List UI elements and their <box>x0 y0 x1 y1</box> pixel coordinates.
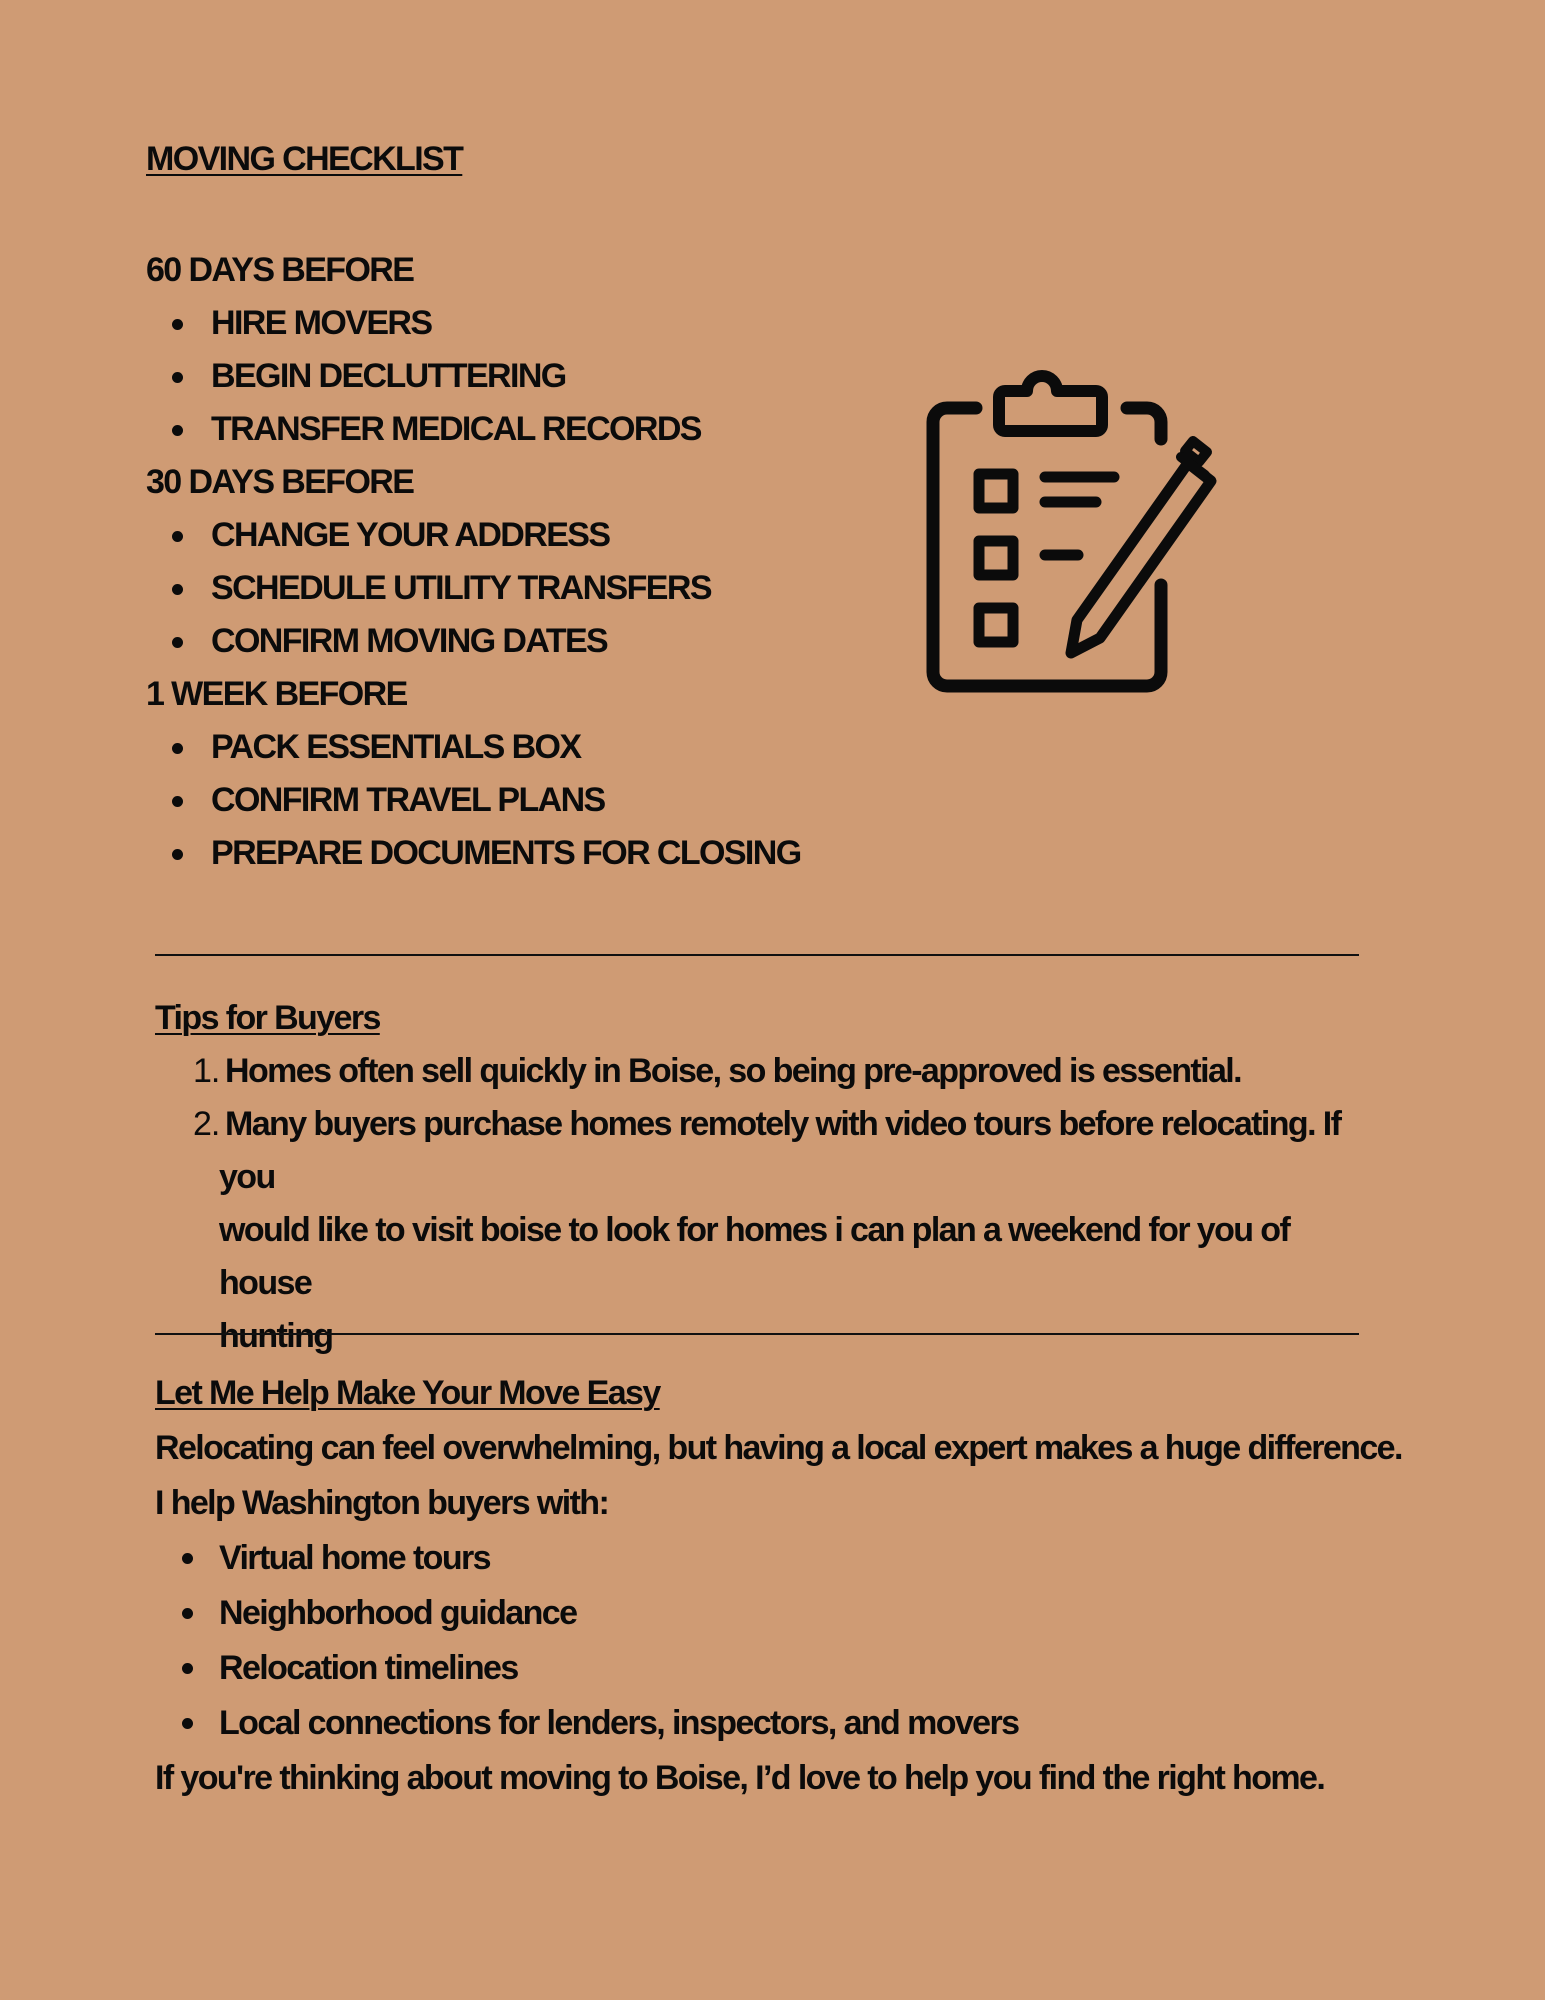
divider-1 <box>155 954 1359 956</box>
tip-text: Many buyers purchase homes remotely with video tours before relocating. If you <box>219 1105 1341 1196</box>
service-item: Neighborhood guidance <box>155 1586 1375 1641</box>
checklist-item: PREPARE DOCUMENTS FOR CLOSING <box>146 827 866 880</box>
checklist-item: CONFIRM TRAVEL PLANS <box>146 774 866 827</box>
group-list-30-days <box>146 509 866 668</box>
checklist-title: MOVING CHECKLIST <box>146 140 463 178</box>
group-heading-30-days: 30 DAYS BEFORE <box>146 463 414 501</box>
checklist-item: SCHEDULE UTILITY TRANSFERS <box>146 562 866 615</box>
group-heading-1-week: 1 WEEK BEFORE <box>146 675 407 713</box>
help-services-list <box>155 1531 1375 1751</box>
group-heading-60-days: 60 DAYS BEFORE <box>146 251 414 289</box>
tips-list <box>155 1045 1375 1363</box>
checklist-item: PACK ESSENTIALS BOX <box>146 721 866 774</box>
tip-number: 2. <box>193 1105 220 1143</box>
checklist-item: CHANGE YOUR ADDRESS <box>146 509 866 562</box>
tips-heading: Tips for Buyers <box>155 999 380 1037</box>
help-heading: Let Me Help Make Your Move Easy <box>155 1374 660 1412</box>
checklist-item: CONFIRM MOVING DATES <box>146 615 866 668</box>
service-item: Relocation timelines <box>155 1641 1375 1696</box>
service-item: Local connections for lenders, inspectors, and movers <box>155 1696 1375 1751</box>
tip-text: Homes often sell quickly in Boise, so being pre-approved is essential. <box>225 1052 1241 1090</box>
checklist-item: BEGIN DECLUTTERING <box>146 350 866 403</box>
checklist-item: TRANSFER MEDICAL RECORDS <box>146 403 866 456</box>
help-lead: I help Washington buyers with: <box>155 1484 609 1522</box>
tip-text-continued: would like to visit boise to look for homes i can plan a weekend for you of house <box>219 1211 1290 1302</box>
tip-text-continued: hunting <box>219 1317 333 1355</box>
moving-checklist <box>146 244 866 880</box>
tip-item <box>155 1045 1375 1098</box>
checklist-item: HIRE MOVERS <box>146 297 866 350</box>
help-closing: If you're thinking about moving to Boise, I’d love to help you find the right home. <box>155 1759 1325 1797</box>
tips-section <box>155 992 1375 1363</box>
group-list-60-days <box>146 297 866 456</box>
clipboard-checklist-icon <box>920 355 1225 700</box>
tip-item <box>155 1098 1375 1363</box>
tip-number: 1. <box>193 1052 220 1090</box>
help-intro: Relocating can feel overwhelming, but having a local expert makes a huge difference. <box>155 1429 1402 1467</box>
group-list-1-week <box>146 721 866 880</box>
service-item: Virtual home tours <box>155 1531 1375 1586</box>
divider-2 <box>155 1333 1359 1335</box>
help-section <box>155 1366 1402 1806</box>
